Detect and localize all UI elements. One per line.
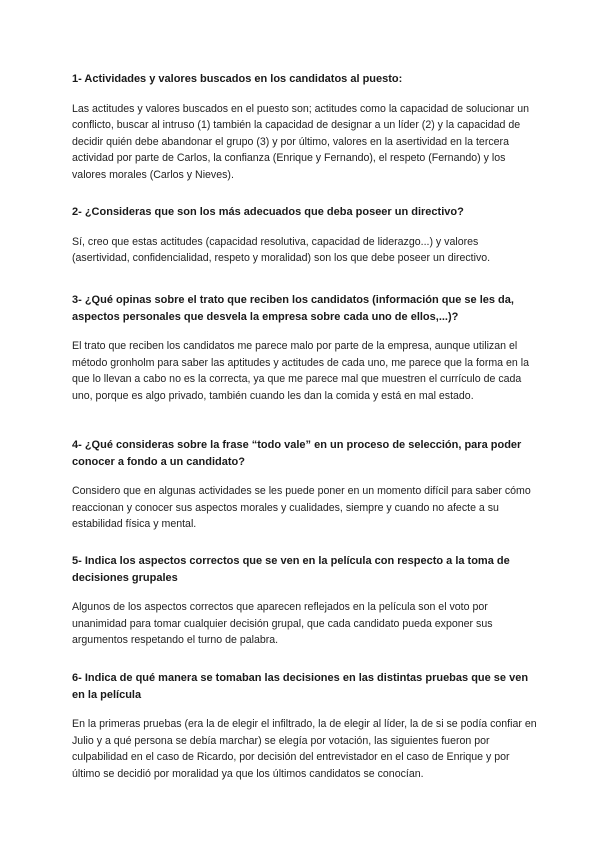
section-6 (72, 670, 538, 782)
section-5 (72, 553, 538, 649)
question-1: 1- Actividades y valores buscados en los candidatos al puesto: (72, 73, 403, 85)
question-5: 5- Indica los aspectos correctos que se ven en la película con respecto a la toma de decisiones grupales (72, 555, 510, 584)
section-2 (72, 204, 538, 267)
question-3: 3- ¿Qué opinas sobre el trato que reciben los candidatos (información que se les da, aspectos personales que desvela la empresa sobre cada uno de ellos,...)? (72, 294, 514, 323)
question-4: 4- ¿Qué consideras sobre la frase “todo vale” en un proceso de selección, para poder conocer a fondo a un candidato? (72, 439, 522, 468)
section-4 (72, 437, 538, 533)
answer-1: Las actitudes y valores buscados en el puesto son; actitudes como la capacidad de solucionar un conflicto, buscar al intruso (1) también la capacidad de designar a un líder (2) y la capacidad de decidir quién debe abandonar el grupo (3) y por último, valores en la asertividad en la tercera actividad por parte de Carlos, la confianza (Enrique y Fernando), el respeto (Fernando) y los valores morales (Carlos y Nieves). (72, 102, 529, 181)
question-2: 2- ¿Consideras que son los más adecuados que deba poseer un directivo? (72, 206, 464, 218)
question-6: 6- Indica de qué manera se tomaban las decisiones en las distintas pruebas que se ven en la película (72, 672, 529, 701)
section-1 (72, 71, 538, 183)
answer-3: El trato que reciben los candidatos me parece malo por parte de la empresa, aunque utilizan el método gronholm para saber las aptitudes y actitudes de cada uno, me parece que la forma en la que lo llevan a cabo no es la correcta, ya que me parece mal que muestren el currículo de cada uno, porque es algo privado, también cuando les dan la comida y está en mal estado. (72, 340, 529, 402)
answer-6: En la primeras pruebas (era la de elegir el infiltrado, la de elegir al líder, la de si se podía confiar en Julio y a qué persona se debía marchar) se elegía por votación, las siguientes fueron por culpabilidad en el caso de Ricardo, por decisión del entrevistador en el caso de Enrique y por último se decidió por moralidad ya que los últimos candidatos se conocían. (72, 718, 537, 780)
answer-2: Sí, creo que estas actitudes (capacidad resolutiva, capacidad de liderazgo...) y valores (asertividad, confidencialidad, respeto y moralidad) son los que debe poseer un directivo. (72, 235, 491, 264)
answer-4: Considero que en algunas actividades se les puede poner en un momento difícil para saber cómo reaccionan y conocer sus aspectos morales y cualidades, siempre y cuando no afecte a su estabilidad física y mental. (72, 485, 531, 530)
section-3 (72, 292, 538, 404)
answer-5: Algunos de los aspectos correctos que aparecen reflejados en la película son el voto por unanimidad para tomar cualquier decisión grupal, que cada candidato pueda exponer sus argumentos respetando el turno de palabra. (72, 601, 493, 646)
